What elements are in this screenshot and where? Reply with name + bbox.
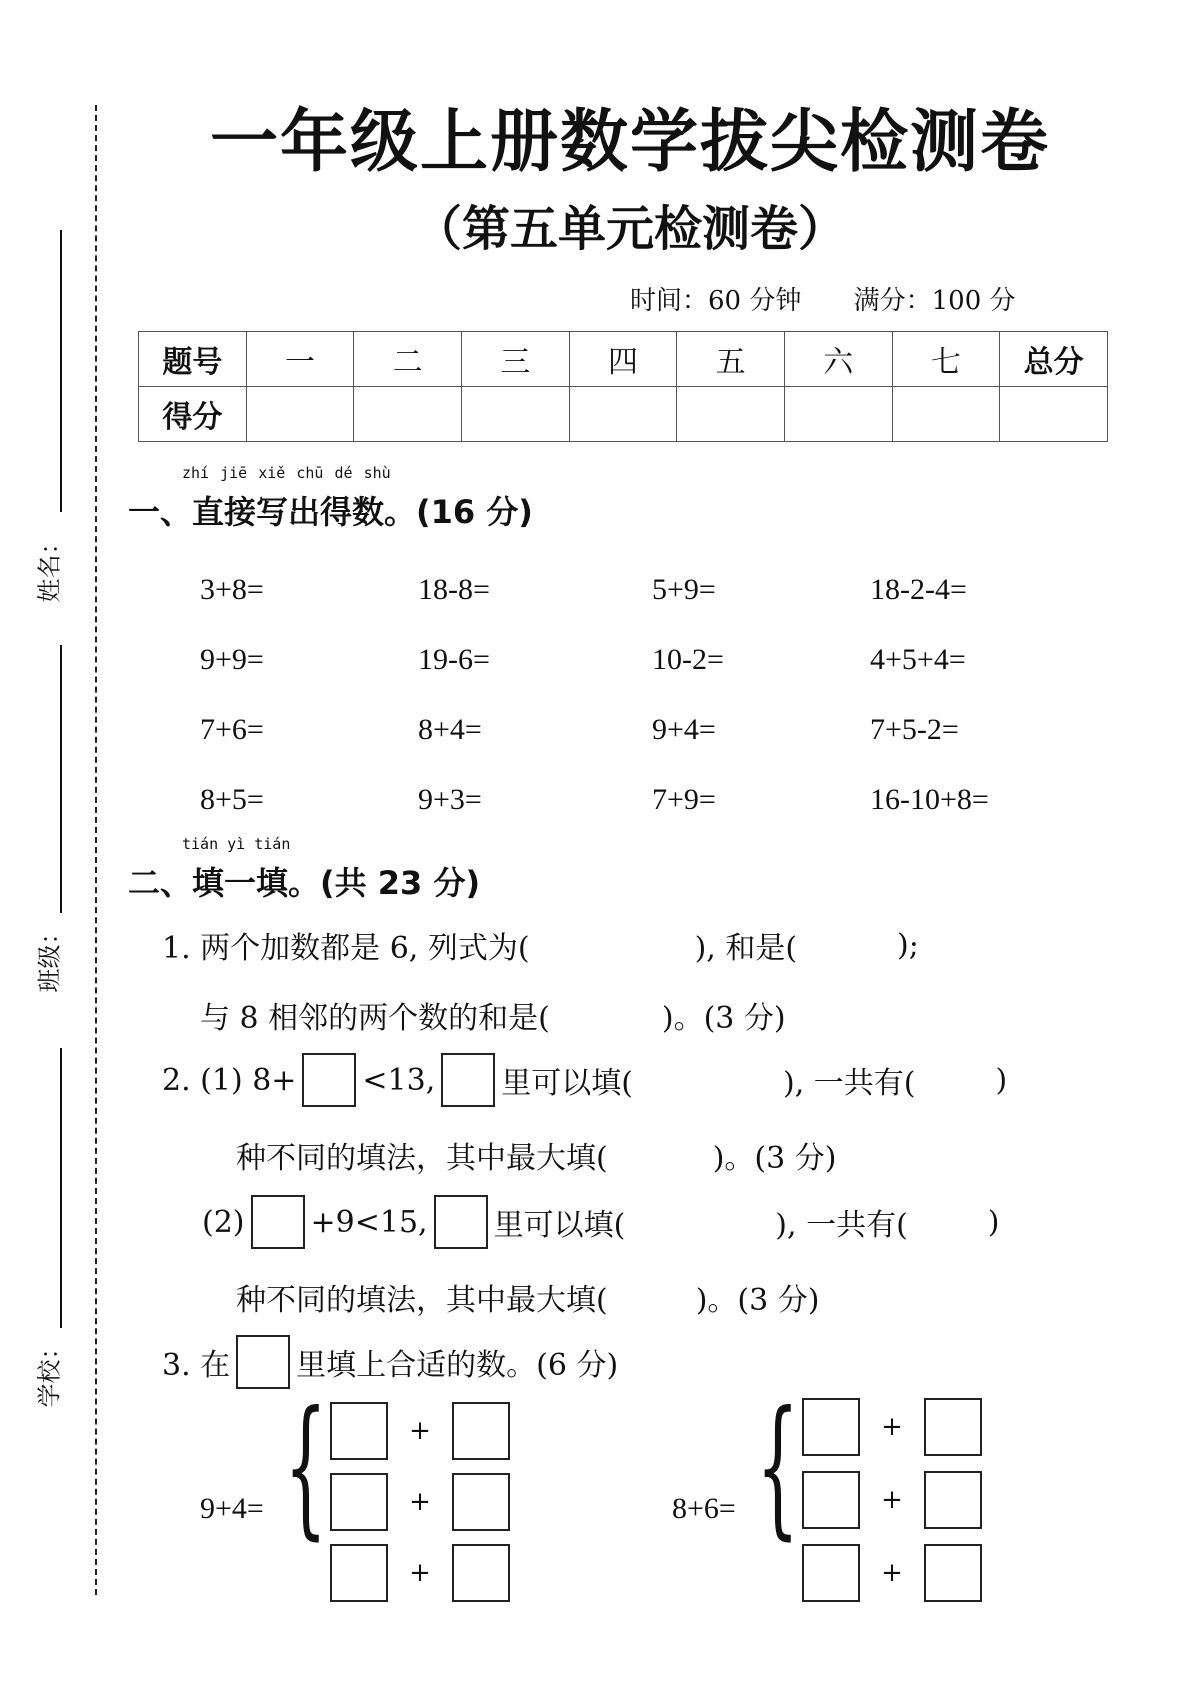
answer-box[interactable] bbox=[802, 1544, 860, 1602]
answer-box[interactable] bbox=[251, 1195, 305, 1249]
calc-problem[interactable]: 19-6= bbox=[418, 643, 490, 676]
score-table-cell: 总分 bbox=[1000, 332, 1108, 387]
calc-problem[interactable]: 7+9= bbox=[652, 783, 716, 816]
calc-problem[interactable]: 8+5= bbox=[200, 783, 264, 816]
score-input-cell[interactable] bbox=[784, 387, 892, 442]
score-table-cell: 七 bbox=[892, 332, 1000, 387]
section2-heading: 二、填一填。(共 23 分) bbox=[128, 864, 481, 902]
q2-1-line1 bbox=[162, 1050, 1007, 1110]
score-input-cell[interactable] bbox=[461, 387, 569, 442]
decomp-row bbox=[330, 1473, 510, 1531]
score-input-cell[interactable] bbox=[892, 387, 1000, 442]
school-label: 学校： bbox=[35, 1335, 64, 1408]
answer-box[interactable] bbox=[302, 1053, 356, 1107]
time-limit: 时间：60 分钟 bbox=[630, 286, 802, 316]
calc-problem[interactable]: 9+9= bbox=[200, 643, 264, 676]
q2-2-line2 bbox=[236, 1277, 819, 1317]
q2-text: )。(3 分) bbox=[695, 1283, 820, 1318]
q1-text: )。(3 分) bbox=[661, 1001, 786, 1036]
q3-line bbox=[162, 1332, 618, 1392]
score-input-cell[interactable] bbox=[569, 387, 677, 442]
q2-text: ), 一共有( bbox=[783, 1066, 916, 1101]
answer-box[interactable] bbox=[802, 1471, 860, 1529]
plus-sign: + bbox=[881, 1485, 903, 1515]
calc-problem[interactable]: 7+6= bbox=[200, 713, 264, 746]
calc-row bbox=[200, 555, 1100, 625]
calc-row bbox=[200, 695, 1100, 765]
answer-box[interactable] bbox=[330, 1544, 388, 1602]
exam-meta bbox=[630, 280, 1016, 317]
decomp-row bbox=[330, 1402, 510, 1460]
box-symbol bbox=[441, 1053, 495, 1107]
q2-text: 里可以填( bbox=[493, 1208, 626, 1243]
q2-text: 里可以填( bbox=[501, 1066, 633, 1101]
q3-text: 里填上合适的数。(6 分) bbox=[296, 1348, 619, 1383]
q1-line2 bbox=[200, 995, 786, 1035]
plus-sign: + bbox=[409, 1558, 431, 1588]
score-table-cell: 五 bbox=[677, 332, 785, 387]
plus-sign: + bbox=[881, 1412, 903, 1442]
brace-symbol: { bbox=[756, 1380, 800, 1554]
score-table-cell: 二 bbox=[354, 332, 462, 387]
cut-line bbox=[95, 105, 97, 1595]
q2-text: ) bbox=[995, 1062, 1008, 1098]
class-blank-line[interactable] bbox=[60, 645, 62, 913]
q1-text: 1. 两个加数都是 6, 列式为( bbox=[162, 931, 530, 966]
calc-problem[interactable]: 9+4= bbox=[652, 713, 716, 746]
q2-1-line2 bbox=[236, 1135, 836, 1175]
box-symbol bbox=[434, 1195, 488, 1249]
decomp-row bbox=[802, 1544, 982, 1602]
decomp-row bbox=[802, 1471, 982, 1529]
school-blank-line[interactable] bbox=[60, 1048, 62, 1328]
q2-text: )。(3 分) bbox=[712, 1141, 837, 1176]
box-symbol bbox=[236, 1335, 290, 1389]
score-input-cell[interactable] bbox=[1000, 387, 1108, 442]
calc-problem[interactable]: 16-10+8= bbox=[870, 783, 989, 816]
q2-text: 种不同的填法，其中最大填( bbox=[236, 1283, 608, 1318]
score-table-header-row bbox=[139, 332, 1108, 387]
decomp-row bbox=[802, 1398, 982, 1456]
decomp-row bbox=[330, 1544, 510, 1602]
brace-symbol: { bbox=[284, 1380, 328, 1554]
name-blank-line[interactable] bbox=[60, 230, 62, 512]
q2-text: <13, bbox=[362, 1062, 436, 1098]
plus-sign: + bbox=[409, 1487, 431, 1517]
calc-problem[interactable]: 18-2-4= bbox=[870, 573, 967, 606]
score-input-cell[interactable] bbox=[677, 387, 785, 442]
full-score: 满分：100 分 bbox=[853, 286, 1016, 316]
q3-text: 3. 在 bbox=[162, 1348, 231, 1383]
score-table bbox=[138, 331, 1108, 442]
calc-problem[interactable]: 10-2= bbox=[652, 643, 724, 676]
score-row-label: 得分 bbox=[139, 387, 247, 442]
calc-problem[interactable]: 7+5-2= bbox=[870, 713, 959, 746]
name-label: 姓名： bbox=[35, 530, 64, 603]
calc-problem[interactable]: 5+9= bbox=[652, 573, 716, 606]
answer-box[interactable] bbox=[330, 1473, 388, 1531]
calc-problem[interactable]: 4+5+4= bbox=[870, 643, 966, 676]
score-input-cell[interactable] bbox=[246, 387, 354, 442]
page-subtitle: （第五单元检测卷） bbox=[413, 201, 846, 257]
calc-problem[interactable]: 8+4= bbox=[418, 713, 482, 746]
section2-pinyin: tián yì tián bbox=[182, 835, 291, 853]
score-input-cell[interactable] bbox=[354, 387, 462, 442]
answer-box[interactable] bbox=[924, 1398, 982, 1456]
plus-sign: + bbox=[881, 1558, 903, 1588]
answer-box[interactable] bbox=[924, 1471, 982, 1529]
score-table-cell: 题号 bbox=[139, 332, 247, 387]
score-table-cell: 四 bbox=[569, 332, 677, 387]
decomp-expression: 9+4= bbox=[200, 1492, 264, 1525]
decomp-expression: 8+6= bbox=[672, 1492, 736, 1525]
q1-text: ); bbox=[897, 927, 919, 963]
answer-box[interactable] bbox=[802, 1398, 860, 1456]
q1-line1 bbox=[162, 925, 919, 965]
calc-problem[interactable]: 18-8= bbox=[418, 573, 490, 606]
answer-box[interactable] bbox=[924, 1544, 982, 1602]
calc-row bbox=[200, 765, 1100, 835]
q2-text: ) bbox=[987, 1204, 1000, 1240]
class-label: 班级： bbox=[35, 920, 64, 993]
q2-2-line1 bbox=[202, 1192, 1000, 1252]
section1-heading: 一、直接写出得数。(16 分) bbox=[128, 493, 533, 531]
q2-text: +9<15, bbox=[310, 1204, 428, 1240]
calc-problem[interactable]: 3+8= bbox=[200, 573, 264, 606]
score-table-cell: 三 bbox=[461, 332, 569, 387]
q2-text: 2. (1) 8+ bbox=[162, 1062, 297, 1098]
plus-sign: + bbox=[409, 1416, 431, 1446]
answer-box[interactable] bbox=[452, 1473, 510, 1531]
q2-text: (2) bbox=[202, 1204, 245, 1240]
score-table-cell: 六 bbox=[784, 332, 892, 387]
q2-text: ), 一共有( bbox=[775, 1208, 908, 1243]
section1-pinyin: zhí jiē xiě chū dé shù bbox=[182, 464, 391, 482]
calc-grid bbox=[200, 555, 1100, 835]
answer-box[interactable] bbox=[452, 1544, 510, 1602]
q1-text: 与 8 相邻的两个数的和是( bbox=[200, 1001, 550, 1036]
answer-box[interactable] bbox=[452, 1402, 510, 1460]
q2-text: 种不同的填法，其中最大填( bbox=[236, 1141, 608, 1176]
calc-problem[interactable]: 9+3= bbox=[418, 783, 482, 816]
calc-row bbox=[200, 625, 1100, 695]
page-title: 一年级上册数学拔尖检测卷 bbox=[209, 103, 1050, 182]
score-table-score-row bbox=[139, 387, 1108, 442]
q1-text: ), 和是( bbox=[694, 931, 798, 966]
score-table-cell: 一 bbox=[246, 332, 354, 387]
answer-box[interactable] bbox=[330, 1402, 388, 1460]
